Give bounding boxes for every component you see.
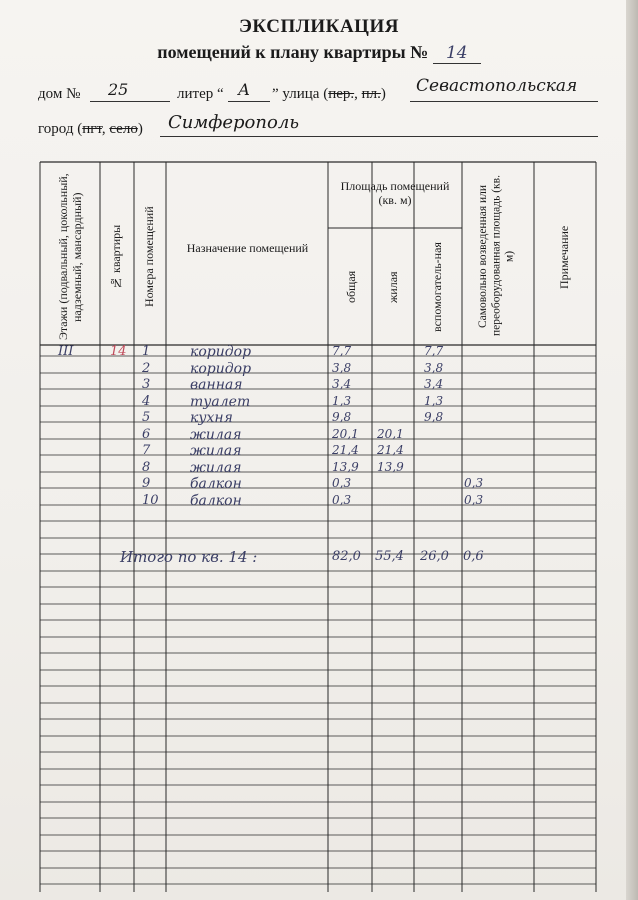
- street-struck-1: пер.: [328, 86, 355, 102]
- row-purpose: ванная: [190, 377, 243, 393]
- row-room-no: 2: [142, 361, 151, 376]
- row-aux-area: 9,8: [424, 410, 444, 424]
- street-sep: ,: [354, 86, 362, 102]
- header-auxiliary: вспомогатель-ная: [430, 242, 445, 332]
- summary-extra: 0,6: [463, 549, 484, 564]
- summary-aux: 26,0: [420, 549, 449, 564]
- row-room-no: 1: [142, 344, 151, 359]
- row-purpose: жилая: [190, 443, 242, 459]
- row-purpose: коридор: [190, 361, 252, 377]
- row-total-area: 0,3: [332, 476, 352, 490]
- apartment-number-field: 14: [433, 43, 481, 64]
- row-total-area: 3,4: [332, 377, 352, 391]
- street-struck-2: пл.: [361, 86, 381, 102]
- row-purpose: жилая: [190, 460, 242, 476]
- header-area-group: Площадь помещений (кв. м): [340, 179, 450, 207]
- row-total-area: 0,3: [332, 493, 352, 507]
- row-aux-area: 7,7: [424, 344, 444, 358]
- subtitle-prefix: помещений к плану квартиры №: [157, 42, 429, 62]
- row-total-area: 9,8: [332, 410, 352, 424]
- row-room-no: 5: [142, 410, 151, 425]
- row-purpose: туалет: [190, 394, 251, 410]
- summary-label: Итого по кв. 14 :: [120, 548, 258, 566]
- row-room-no: 7: [142, 443, 151, 458]
- row-living-area: 21,4: [377, 443, 404, 457]
- city-struck-2: село: [109, 121, 138, 137]
- row-purpose: коридор: [190, 344, 252, 360]
- row-purpose: балкон: [190, 476, 242, 492]
- row-living-area: 20,1: [377, 427, 404, 441]
- street-field: Севастопольская: [416, 76, 578, 96]
- header-floor: Этажи (подвальный, цокольный, надземный, мансардный): [56, 173, 84, 341]
- city-sep: ,: [101, 121, 110, 137]
- house-number-field: 25: [108, 80, 129, 99]
- header-note: Примечание: [557, 225, 572, 289]
- document-title: ЭКСПЛИКАЦИЯ: [239, 16, 399, 37]
- row-room-no: 3: [142, 377, 151, 392]
- city-field: Симферополь: [168, 112, 300, 133]
- row-aux-area: 1,3: [424, 394, 444, 408]
- row-total-area: 1,3: [332, 394, 352, 408]
- row-room-no: 10: [142, 493, 159, 508]
- street-label-open: ” улица (: [272, 86, 329, 102]
- city-label-open: город (: [38, 121, 83, 137]
- row-room-no: 9: [142, 476, 151, 491]
- row-total-area: 21,4: [332, 443, 359, 457]
- liter-label-open: литер “: [177, 86, 224, 102]
- row-aux-area: 3,8: [424, 361, 444, 375]
- row-purpose: балкон: [190, 493, 242, 509]
- row-apartment-no: 14: [110, 344, 127, 359]
- row-living-area: 13,9: [377, 460, 404, 474]
- row-room-no: 4: [142, 394, 151, 409]
- row-aux-area: 3,4: [424, 377, 444, 391]
- row-room-no: 6: [142, 427, 151, 442]
- row-total-area: 13,9: [332, 460, 359, 474]
- street-close: ): [380, 86, 386, 102]
- header-self-built: Самовольно возведенная или переоборудованная площадь (кв. м): [477, 175, 516, 337]
- header-apartment-no: № квартиры: [109, 224, 124, 290]
- house-label: дом №: [38, 86, 81, 102]
- header-purpose: Назначение помещений: [186, 241, 309, 255]
- row-floor: III: [58, 344, 74, 359]
- row-total-area: 7,7: [332, 344, 352, 358]
- header-total: общая: [344, 270, 359, 304]
- row-total-area: 3,8: [332, 361, 352, 375]
- row-purpose: кухня: [190, 410, 233, 426]
- row-total-area: 20,1: [332, 427, 359, 441]
- city-struck-1: пгт: [82, 121, 102, 137]
- header-living: жилая: [386, 271, 401, 303]
- liter-field: А: [238, 80, 251, 99]
- row-self-built-area: 0,3: [464, 493, 484, 507]
- row-self-built-area: 0,3: [464, 476, 484, 490]
- summary-total: 82,0: [332, 549, 361, 564]
- row-purpose: жилая: [190, 427, 242, 443]
- summary-living: 55,4: [375, 549, 404, 564]
- row-room-no: 8: [142, 460, 151, 475]
- header-room-no: Номера помещений: [142, 206, 157, 308]
- city-close: ): [137, 121, 143, 137]
